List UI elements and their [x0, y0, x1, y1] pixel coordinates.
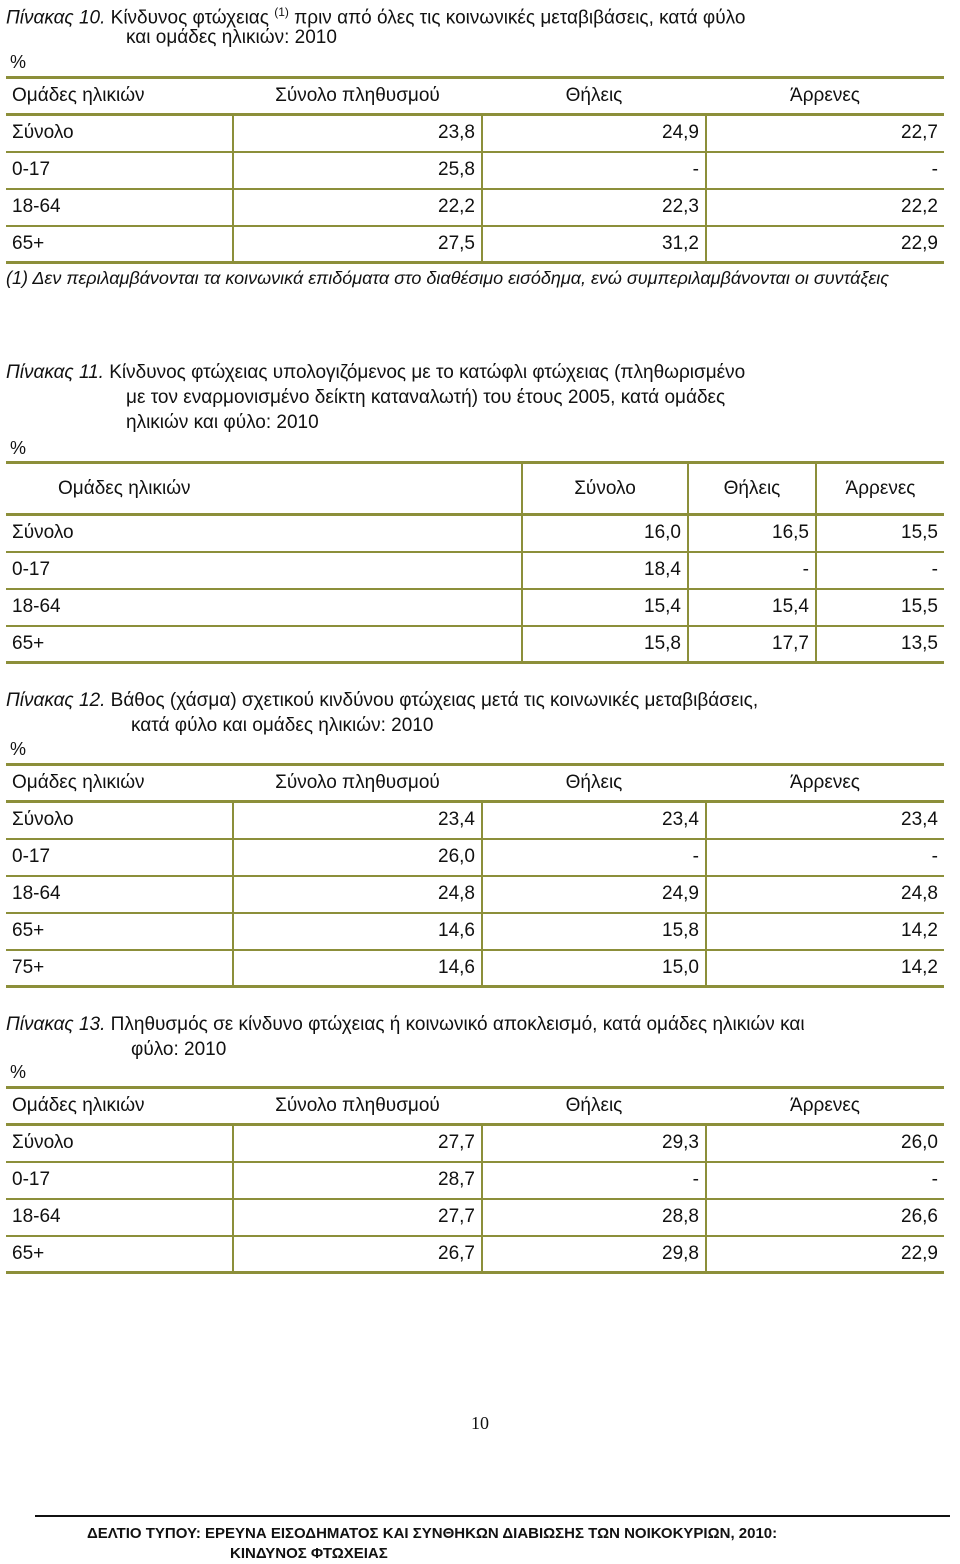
cell: 14,2 — [706, 950, 944, 987]
cell: 24,9 — [482, 115, 706, 152]
row-label: 65+ — [6, 913, 233, 950]
column-header: Ομάδες ηλικιών — [6, 1088, 233, 1125]
cell: - — [706, 839, 944, 876]
table-12-unit: % — [10, 739, 27, 759]
cell: 23,8 — [233, 115, 482, 152]
table-row — [6, 552, 944, 589]
cell: 15,5 — [816, 515, 944, 552]
cell: 29,3 — [482, 1125, 706, 1162]
cell: - — [482, 1162, 706, 1199]
table-header-row — [6, 78, 944, 115]
cell: 16,5 — [688, 515, 816, 552]
table-row — [6, 1125, 944, 1162]
cell: 16,0 — [522, 515, 688, 552]
column-header: Θήλεις — [482, 765, 706, 802]
cell: 26,0 — [233, 839, 482, 876]
table-row — [6, 626, 944, 663]
table-header-row — [6, 1088, 944, 1125]
cell: 14,6 — [233, 950, 482, 987]
cell: 24,8 — [233, 876, 482, 913]
table-11 — [6, 461, 944, 664]
row-label: 65+ — [6, 1236, 233, 1273]
column-header: Σύνολο πληθυσμού — [233, 1088, 482, 1125]
table-13 — [6, 1086, 944, 1274]
table-11-unit: % — [10, 438, 27, 458]
column-header: Άρρενες — [706, 78, 944, 115]
row-label: Σύνολο — [6, 515, 522, 552]
column-header: Άρρενες — [706, 1088, 944, 1125]
column-header: Άρρενες — [816, 463, 944, 515]
cell: - — [482, 152, 706, 189]
table-10 — [6, 76, 944, 264]
column-header: Άρρενες — [706, 765, 944, 802]
cell: 24,8 — [706, 876, 944, 913]
column-header: Θήλεις — [688, 463, 816, 515]
column-header: Σύνολο — [522, 463, 688, 515]
cell: 24,9 — [482, 876, 706, 913]
column-header: Θήλεις — [482, 78, 706, 115]
cell: 26,6 — [706, 1199, 944, 1236]
row-label: 18-64 — [6, 589, 522, 626]
table-row — [6, 876, 944, 913]
cell: 22,3 — [482, 189, 706, 226]
column-header: Σύνολο πληθυσμού — [233, 78, 482, 115]
cell: 22,9 — [706, 1236, 944, 1273]
table-row — [6, 589, 944, 626]
row-label: Σύνολο — [6, 115, 233, 152]
table-10-title-line2: και ομάδες ηλικιών: 2010 — [126, 27, 337, 48]
table-10-heading — [6, 0, 746, 48]
column-header: Θήλεις — [482, 1088, 706, 1125]
cell: 18,4 — [522, 552, 688, 589]
table-row — [6, 189, 944, 226]
row-label: Σύνολο — [6, 802, 233, 839]
page-number: 10 — [471, 1413, 489, 1433]
table-10-unit: % — [10, 52, 27, 72]
row-label: Σύνολο — [6, 1125, 233, 1162]
cell: 25,8 — [233, 152, 482, 189]
table-12-number: Πίνακας 12. — [6, 690, 106, 711]
table-13-heading — [6, 1013, 805, 1060]
cell: 22,2 — [706, 189, 944, 226]
cell: 14,6 — [233, 913, 482, 950]
table-13-unit: % — [10, 1062, 27, 1082]
table-row — [6, 1199, 944, 1236]
table-11-number: Πίνακας 11. — [6, 362, 104, 383]
cell: 27,7 — [233, 1125, 482, 1162]
cell: 28,8 — [482, 1199, 706, 1236]
cell: 23,4 — [706, 802, 944, 839]
table-header-row — [6, 463, 944, 515]
table-row — [6, 913, 944, 950]
table-11-title-line2: με τον εναρμονισμένο δείκτη καταναλωτή) του έτους 2005, κατά ομάδες — [126, 387, 726, 408]
cell: 22,7 — [706, 115, 944, 152]
cell: 17,7 — [688, 626, 816, 663]
table-row — [6, 152, 944, 189]
row-label: 0-17 — [6, 552, 522, 589]
cell: 15,5 — [816, 589, 944, 626]
cell: - — [816, 552, 944, 589]
row-label: 65+ — [6, 226, 233, 263]
footer-line-1: ΔΕΛΤΙΟ ΤΥΠΟΥ: ΕΡΕΥΝΑ ΕΙΣΟΔΗΜΑΤΟΣ ΚΑΙ ΣΥΝΘΗΚΩΝ ΔΙΑΒΙΩΣΗΣ ΤΩΝ ΝΟΙΚΟΚΥΡΙΩΝ, 2010: — [87, 1525, 778, 1542]
cell: 26,7 — [233, 1236, 482, 1273]
row-label: 0-17 — [6, 152, 233, 189]
cell: 15,0 — [482, 950, 706, 987]
table-12-title-line1: Βάθος (χάσμα) σχετικού κινδύνου φτώχειας μετά τις κοινωνικές μεταβιβάσεις, — [105, 690, 759, 711]
row-label: 18-64 — [6, 189, 233, 226]
cell: 15,4 — [688, 589, 816, 626]
table-row — [6, 515, 944, 552]
table-row — [6, 950, 944, 987]
cell: 22,9 — [706, 226, 944, 263]
footer-divider — [35, 1515, 950, 1517]
table-10-footnote: (1) Δεν περιλαμβάνονται τα κοινωνικά επιδόματα στο διαθέσιμο εισόδημα, ενώ συμπεριλαμβάνονται οι συντάξεις — [6, 268, 890, 288]
cell: 23,4 — [233, 802, 482, 839]
table-11-title-line1: Κίνδυνος φτώχειας υπολογιζόμενος με το κατώφλι φτώχειας (πληθωρισμένο — [103, 362, 746, 383]
row-label: 18-64 — [6, 876, 233, 913]
cell: - — [482, 839, 706, 876]
row-label: 0-17 — [6, 1162, 233, 1199]
table-10-title-part2: πριν από όλες τις κοινωνικές μεταβιβάσεις, κατά φύλο — [288, 7, 746, 29]
table-10-number: Πίνακας 10. — [6, 7, 106, 29]
cell: - — [706, 152, 944, 189]
table-10-title-part1: Κίνδυνος φτώχειας — [105, 7, 275, 29]
table-row — [6, 1162, 944, 1199]
table-11-title-line3: ηλικιών και φύλο: 2010 — [126, 412, 319, 433]
cell: 22,2 — [233, 189, 482, 226]
table-13-title-line2: φύλο: 2010 — [131, 1039, 227, 1060]
cell: 28,7 — [233, 1162, 482, 1199]
cell: 23,4 — [482, 802, 706, 839]
cell: - — [706, 1162, 944, 1199]
cell: 15,4 — [522, 589, 688, 626]
table-row — [6, 802, 944, 839]
cell: 15,8 — [482, 913, 706, 950]
footer-text — [87, 1524, 777, 1564]
table-row — [6, 1236, 944, 1273]
row-label: 18-64 — [6, 1199, 233, 1236]
table-13-number: Πίνακας 13. — [6, 1014, 106, 1035]
table-11-heading — [6, 361, 746, 433]
cell: - — [688, 552, 816, 589]
cell: 15,8 — [522, 626, 688, 663]
cell: 31,2 — [482, 226, 706, 263]
cell: 27,5 — [233, 226, 482, 263]
footer-line-2: ΚΙΝΔΥΝΟΣ ΦΤΩΧΕΙΑΣ — [230, 1545, 388, 1562]
row-label: 0-17 — [6, 839, 233, 876]
table-row — [6, 839, 944, 876]
column-header: Σύνολο πληθυσμού — [233, 765, 482, 802]
table-12-heading — [6, 689, 759, 736]
table-12 — [6, 763, 944, 988]
table-header-row — [6, 765, 944, 802]
column-header: Ομάδες ηλικιών — [6, 78, 233, 115]
cell: 29,8 — [482, 1236, 706, 1273]
table-10-footnote-ref: (1) — [274, 5, 289, 19]
table-row — [6, 226, 944, 263]
cell: 14,2 — [706, 913, 944, 950]
cell: 27,7 — [233, 1199, 482, 1236]
row-label: 75+ — [6, 950, 233, 987]
table-row — [6, 115, 944, 152]
cell: 26,0 — [706, 1125, 944, 1162]
table-12-title-line2: κατά φύλο και ομάδες ηλικιών: 2010 — [131, 715, 434, 736]
column-header: Ομάδες ηλικιών — [6, 765, 233, 802]
column-header: Ομάδες ηλικιών — [6, 463, 522, 515]
row-label: 65+ — [6, 626, 522, 663]
table-13-title-line1: Πληθυσμός σε κίνδυνο φτώχειας ή κοινωνικό αποκλεισμό, κατά ομάδες ηλικιών και — [105, 1014, 805, 1035]
cell: 13,5 — [816, 626, 944, 663]
